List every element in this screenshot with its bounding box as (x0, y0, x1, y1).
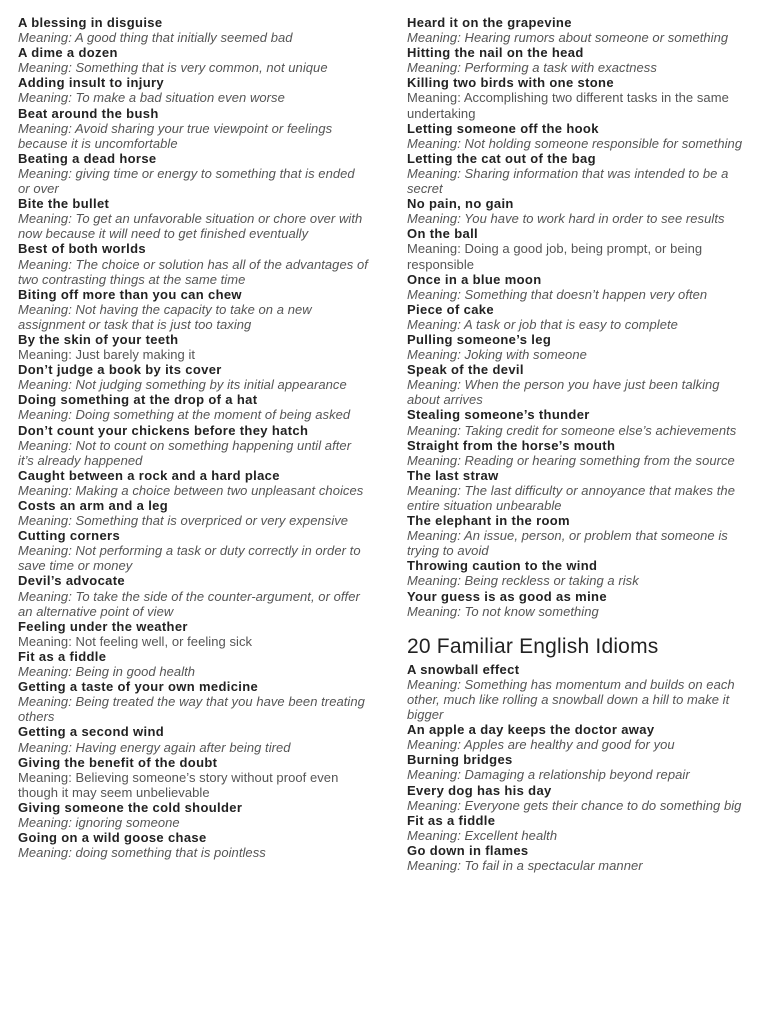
idiom-phrase: Burning bridges (407, 752, 513, 768)
idiom-entry (18, 362, 370, 392)
idiom-phrase: On the ball (407, 226, 479, 242)
idiom-phrase: Best of both worlds (18, 241, 146, 257)
idiom-meaning: Meaning: Doing something at the moment of being asked (18, 407, 351, 423)
idiom-phrase: Caught between a rock and a hard place (18, 467, 280, 483)
idiom-entry (18, 151, 370, 196)
idiom-meaning: Meaning: An issue, person, or problem that someone is trying to avoid (407, 528, 728, 559)
idiom-phrase: Heard it on the grapevine (407, 15, 572, 30)
idiom-meaning: Meaning: Reading or hearing something from the source (407, 452, 735, 468)
idiom-phrase: The elephant in the room (407, 513, 570, 529)
idiom-meaning: Meaning: Making a choice between two unpleasant choices (18, 482, 364, 498)
idiom-phrase: Fit as a fiddle (407, 812, 496, 828)
idiom-phrase: Bite the bullet (18, 196, 110, 212)
idiom-entry (18, 196, 370, 241)
idiom-phrase: Getting a taste of your own medicine (18, 679, 259, 695)
idiom-phrase: Biting off more than you can chew (18, 286, 242, 302)
idiom-meaning: Meaning: Performing a task with exactness (407, 60, 657, 76)
idiom-phrase: Cutting corners (18, 528, 121, 544)
idiom-entry (407, 752, 755, 782)
idiom-entry (407, 196, 755, 226)
idiom-phrase: Don’t judge a book by its cover (18, 362, 222, 378)
idiom-entry (407, 272, 755, 302)
idiom-phrase: A snowball effect (407, 661, 520, 677)
idiom-meaning: Meaning: The last difficulty or annoyance that makes the entire situation unbearable (407, 482, 735, 513)
idiom-meaning: Meaning: Taking credit for someone else’s achievements (407, 422, 737, 438)
idiom-entry (407, 813, 755, 843)
idiom-entry (407, 438, 755, 468)
idiom-entry (407, 843, 755, 873)
idiom-phrase: An apple a day keeps the doctor away (407, 722, 655, 738)
idiom-entry (407, 783, 755, 813)
idiom-meaning: Meaning: doing something that is pointless (18, 845, 266, 861)
idiom-phrase: Go down in flames (407, 842, 529, 858)
idiom-phrase: Going on a wild goose chase (18, 830, 207, 846)
idiom-entry (407, 468, 755, 513)
idiom-meaning: Meaning: Having energy again after being tired (18, 739, 291, 755)
idiom-meaning: Meaning: To get an unfavorable situation or chore over with now because it will need to get finished eventually (18, 211, 363, 242)
idiom-phrase: Feeling under the weather (18, 618, 188, 634)
idiom-meaning: Meaning: Accomplishing two different tasks in the same undertaking (407, 90, 729, 121)
idiom-meaning: Meaning: Being reckless or taking a risk (407, 573, 639, 589)
idiom-phrase: By the skin of your teeth (18, 331, 179, 347)
idiom-phrase: Killing two birds with one stone (407, 75, 614, 91)
idiom-phrase: Giving someone the cold shoulder (18, 799, 243, 815)
idiom-entry (407, 407, 755, 437)
idiom-entry (407, 662, 755, 722)
idiom-phrase: Costs an arm and a leg (18, 498, 169, 513)
idiom-meaning: Meaning: To make a bad situation even worse (18, 90, 285, 106)
idiom-meaning: Meaning: The choice or solution has all of the advantages of two contrasting things at the same time (18, 256, 368, 287)
idiom-entry (18, 45, 370, 75)
idiom-meaning: Meaning: Joking with someone (407, 347, 587, 363)
idiom-entry (18, 724, 370, 754)
idiom-phrase: Getting a second wind (18, 724, 165, 740)
idiom-entry (407, 722, 755, 752)
idiom-entry (407, 332, 755, 362)
idiom-phrase: Every dog has his day (407, 782, 552, 798)
idiom-entry (18, 679, 370, 724)
idiom-meaning: Meaning: Doing a good job, being prompt, or being responsible (407, 241, 703, 272)
idiom-entry (18, 241, 370, 286)
idiom-meaning: Meaning: Believing someone’s story without proof even though it may seem unbelievable (18, 769, 339, 800)
right-column (407, 15, 755, 873)
idiom-phrase: Adding insult to injury (18, 75, 164, 91)
idiom-meaning: Meaning: Excellent health (407, 827, 558, 843)
idiom-meaning: Meaning: Damaging a relationship beyond repair (407, 767, 690, 783)
idiom-entry (18, 332, 370, 362)
idiom-entry (18, 830, 370, 860)
idiom-entry (18, 800, 370, 830)
idiom-meaning: Meaning: Something has momentum and builds on each other, much like rolling a snowball down a hill to make it bigger (407, 676, 735, 723)
idiom-meaning: Meaning: When the person you have just been talking about arrives (407, 377, 720, 408)
idiom-entry (18, 15, 370, 45)
idiom-phrase: Your guess is as good as mine (407, 588, 607, 604)
idiom-meaning: Meaning: ignoring someone (18, 814, 180, 830)
idiom-meaning: Meaning: Not having the capacity to take on a new assignment or task that is just too taxing (18, 301, 312, 332)
idiom-phrase: Throwing caution to the wind (407, 558, 598, 574)
right-column-list (407, 15, 755, 619)
idiom-meaning: Meaning: A task or job that is easy to complete (407, 316, 678, 332)
idiom-phrase: Don’t count your chickens before they hatch (18, 422, 309, 438)
idiom-entry (407, 589, 755, 619)
idiom-entry (407, 226, 755, 271)
section-list (407, 662, 755, 873)
idiom-meaning: Meaning: You have to work hard in order to see results (407, 211, 725, 227)
idiom-meaning: Meaning: Avoid sharing your true viewpoint or feelings because it is uncomfortable (18, 120, 333, 151)
idiom-entry (18, 649, 370, 679)
idiom-phrase: Beat around the bush (18, 105, 159, 121)
idiom-entry (18, 423, 370, 468)
section-title: 20 Familiar English Idioms (407, 634, 659, 658)
idiom-phrase: Doing something at the drop of a hat (18, 392, 258, 408)
idiom-meaning: Meaning: giving time or energy to something that is ended or over (18, 165, 355, 197)
idiom-meaning: Meaning: Just barely making it (18, 347, 196, 363)
idiom-phrase: Devil’s advocate (18, 573, 126, 589)
idiom-phrase: Stealing someone’s thunder (407, 407, 590, 423)
idiom-phrase: Fit as a fiddle (18, 648, 107, 664)
idiom-entry (407, 302, 755, 332)
idiom-entry (18, 106, 370, 151)
idiom-phrase: Straight from the horse’s mouth (407, 437, 616, 453)
idiom-entry (18, 573, 370, 618)
idiom-phrase: Piece of cake (407, 301, 494, 317)
idiom-entry (18, 528, 370, 573)
idiom-phrase: The last straw (407, 467, 499, 483)
idiom-meaning: Meaning: Not judging something by its initial appearance (18, 377, 347, 393)
idiom-meaning: Meaning: Sharing information that was intended to be a secret (407, 165, 729, 197)
idiom-phrase: No pain, no gain (407, 196, 514, 212)
idiom-entry (407, 558, 755, 588)
idiom-phrase: Pulling someone’s leg (407, 331, 552, 347)
idiom-meaning: Meaning: To fail in a spectacular manner (407, 857, 643, 873)
idiom-meaning: Meaning: Not feeling well, or feeling sick (18, 633, 253, 649)
idiom-entry (407, 75, 755, 120)
idiom-meaning: Meaning: To not know something (407, 603, 599, 619)
idiom-meaning: Meaning: Something that is very common, not unique (18, 60, 328, 76)
idiom-entry (407, 121, 755, 151)
idiom-meaning: Meaning: Something that is overpriced or very expensive (18, 513, 349, 529)
left-column (18, 15, 370, 860)
idiom-entry (18, 498, 370, 528)
idiom-entry (18, 287, 370, 332)
idiom-phrase: Giving the benefit of the doubt (18, 754, 218, 770)
idiom-meaning: Meaning: Something that doesn’t happen very often (407, 286, 708, 302)
idiom-phrase: Letting someone off the hook (407, 120, 599, 136)
idiom-entry (18, 619, 370, 649)
idiom-phrase: Letting the cat out of the bag (407, 150, 596, 166)
idiom-meaning: Meaning: A good thing that initially seemed bad (18, 30, 293, 46)
idiom-phrase: Once in a blue moon (407, 271, 542, 287)
idiom-phrase: Speak of the devil (407, 362, 524, 378)
idiom-meaning: Meaning: Apples are healthy and good for you (407, 737, 675, 753)
idiom-meaning: Meaning: Being in good health (18, 664, 196, 680)
idiom-entry (18, 755, 370, 800)
idiom-entry (18, 468, 370, 498)
idiom-phrase: A blessing in disguise (18, 15, 163, 30)
idiom-entry (18, 75, 370, 105)
idiom-entry (407, 15, 755, 45)
idiom-meaning: Meaning: Not performing a task or duty correctly in order to save time or money (18, 543, 361, 574)
idiom-phrase: Hitting the nail on the head (407, 45, 584, 61)
idiom-entry (407, 45, 755, 75)
idiom-meaning: Meaning: Hearing rumors about someone or something (407, 30, 729, 46)
idiom-phrase: Beating a dead horse (18, 150, 157, 166)
idiom-meaning: Meaning: Everyone gets their chance to do something big (407, 797, 742, 813)
idiom-meaning: Meaning: Not holding someone responsible for something (407, 135, 743, 151)
idiom-phrase: A dime a dozen (18, 45, 118, 61)
idiom-meaning: Meaning: To take the side of the counter-argument, or offer an alternative point of view (18, 588, 360, 619)
idiom-meaning: Meaning: Not to count on something happening until after it’s already happened (18, 437, 352, 468)
idiom-entry (407, 513, 755, 558)
idiom-entry (407, 362, 755, 407)
idiom-entry (407, 151, 755, 196)
idiom-meaning: Meaning: Being treated the way that you have been treating others (18, 694, 365, 725)
idiom-entry (18, 392, 370, 422)
